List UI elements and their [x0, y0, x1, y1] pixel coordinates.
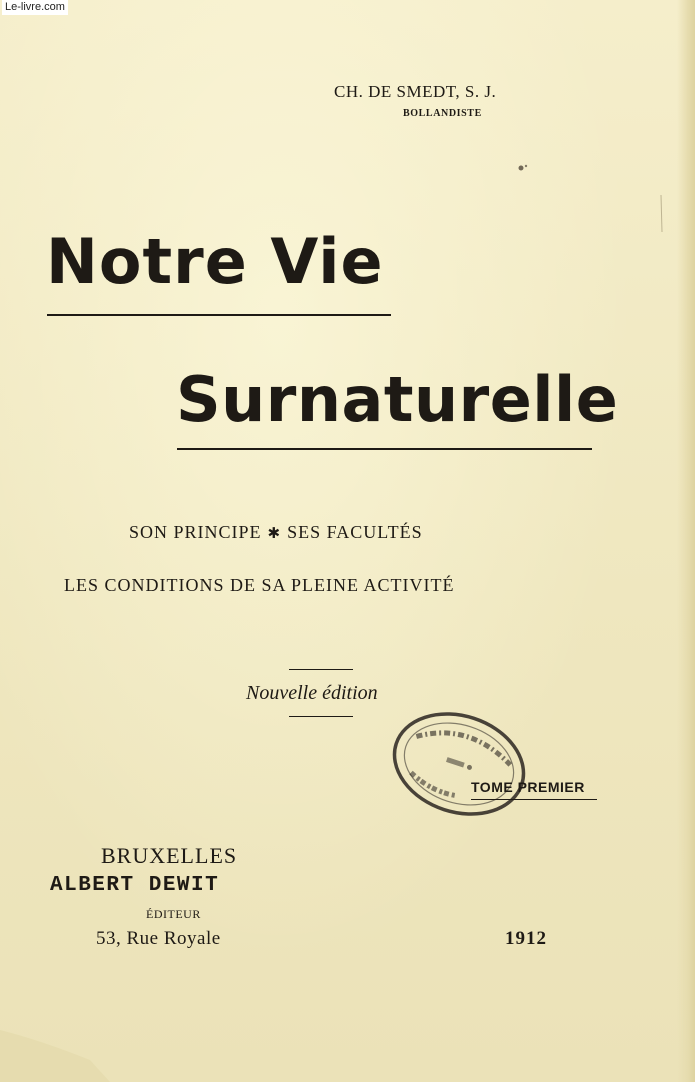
watermark: Le-livre.com — [2, 0, 68, 15]
imprint-publisher: ALBERT DEWIT — [50, 874, 220, 897]
subtitle-part-2: SES FACULTÉS — [287, 522, 423, 542]
edition-label: Nouvelle édition — [246, 682, 378, 704]
volume-underline — [471, 799, 597, 800]
title-line-2: Surnaturelle — [176, 363, 619, 436]
title-underline-1 — [47, 314, 391, 316]
imprint-city: BRUXELLES — [101, 843, 238, 868]
subtitle-line-2: LES CONDITIONS DE SA PLEINE ACTIVITÉ — [64, 575, 455, 595]
star-ornament-icon: ✱ — [267, 524, 282, 542]
edition-rule-top — [289, 669, 353, 670]
imprint-address: 53, Rue Royale — [96, 928, 221, 949]
imprint-publisher-role: ÉDITEUR — [146, 907, 201, 921]
title-underline-2 — [177, 448, 592, 450]
volume-label: TOME PREMIER — [471, 779, 585, 795]
library-stamp — [386, 703, 532, 825]
author-name: CH. DE SMEDT, S. J. — [334, 82, 497, 101]
author-role: BOLLANDISTE — [403, 108, 482, 119]
subtitle-line-1 — [129, 522, 423, 543]
subtitle-part-1: SON PRINCIPE — [129, 522, 262, 542]
imprint-year: 1912 — [505, 928, 547, 949]
edition-rule-bottom — [289, 716, 353, 717]
title-line-1: Notre Vie — [46, 225, 384, 298]
